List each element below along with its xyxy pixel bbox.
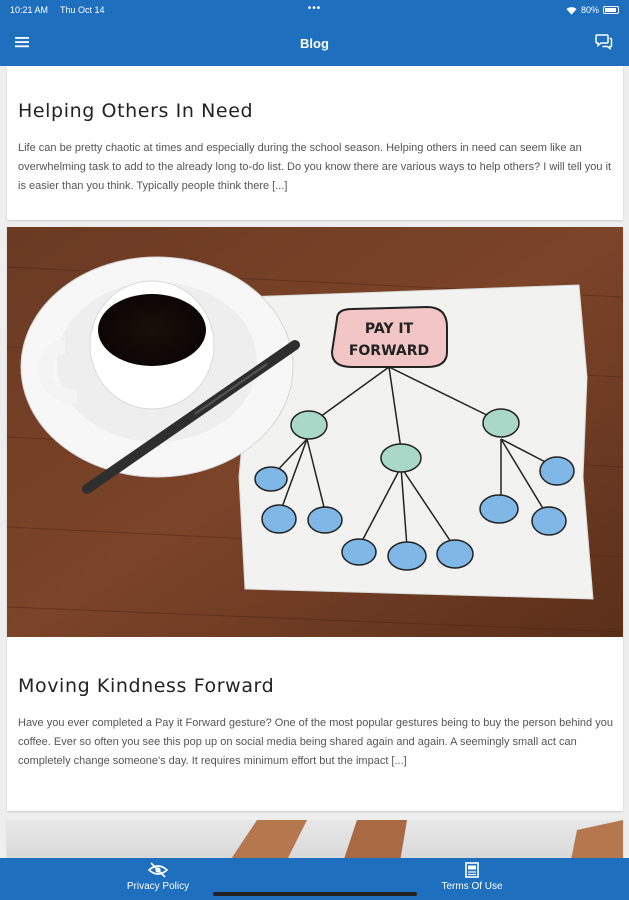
status-bar <box>0 0 629 20</box>
status-right <box>566 5 619 15</box>
post-image[interactable] <box>7 227 623 637</box>
post-title[interactable]: Moving Kindness Forward <box>18 675 275 697</box>
page-title: Blog <box>300 35 329 51</box>
home-indicator[interactable] <box>213 892 417 896</box>
image-text-line1: PAY IT <box>364 321 414 337</box>
privacy-policy-button[interactable] <box>78 862 238 892</box>
chat-icon[interactable] <box>595 32 613 50</box>
post-card[interactable] <box>7 66 623 220</box>
post-card[interactable] <box>7 227 623 811</box>
terms-of-use-label: Terms Of Use <box>441 881 503 892</box>
post-card[interactable] <box>7 820 623 858</box>
battery-icon <box>603 6 619 14</box>
document-icon <box>464 862 480 878</box>
post-title[interactable]: Helping Others In Need <box>18 100 254 122</box>
app-bar <box>0 20 629 66</box>
terms-of-use-button[interactable] <box>392 862 552 892</box>
privacy-policy-label: Privacy Policy <box>126 881 190 892</box>
menu-icon[interactable] <box>14 34 30 50</box>
battery-percent: 80% <box>580 5 599 15</box>
status-time: 10:21 AM <box>10 5 49 15</box>
post-image[interactable] <box>7 820 623 858</box>
eye-off-icon <box>148 862 168 878</box>
post-list[interactable] <box>0 66 629 858</box>
post-excerpt: Have you ever completed a Pay it Forward gesture? One of the most popular gestures being to buy the person behind you coffee. Ever so often you see this pop up on social media being shared again and again. A seemingly small act can completely change someone's day. It requires minimum effort but the impact [...] <box>18 717 613 767</box>
multitasking-dots-icon[interactable]: ••• <box>307 3 322 14</box>
image-text-line2: FORWARD <box>348 343 430 359</box>
wifi-icon <box>566 6 577 15</box>
post-excerpt: Life can be pretty chaotic at times and especially during the school season. Helping others in need can seem like an overwhelming task to add to the already long to-do list. Do you know there are various ways to help others? I will tell you it is easier than you think. Typically people think there [...] <box>18 142 612 192</box>
status-date: Thu Oct 14 <box>60 5 105 15</box>
